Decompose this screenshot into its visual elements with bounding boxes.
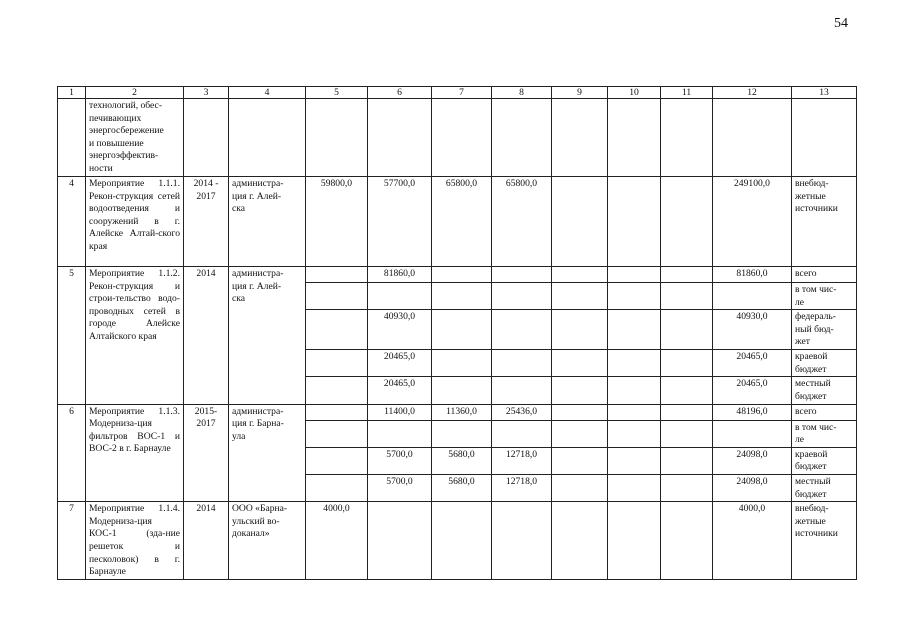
- period: 2015- 2017: [184, 404, 229, 502]
- executor: ООО «Барна- ульский во- доканал»: [229, 502, 306, 580]
- source-col-13: местный бюджет: [792, 474, 857, 501]
- value-col-6: [368, 502, 432, 580]
- source-col-13: федераль- ный бюд- жет: [792, 310, 857, 350]
- source-col-13: местный бюджет: [792, 377, 857, 404]
- source-col-13: внебюд- жетные источники: [792, 502, 857, 580]
- value-col-8: [492, 350, 552, 377]
- value-col-10: [608, 310, 661, 350]
- value-col-10: [608, 377, 661, 404]
- value-col-7: [432, 377, 492, 404]
- source-col-13: краевой бюджет: [792, 447, 857, 474]
- value-col-10: [608, 447, 661, 474]
- value-col-11: [661, 267, 713, 283]
- total-col-12: 40930,0: [713, 310, 792, 350]
- value-col-10: [608, 267, 661, 283]
- value-col-11: [661, 420, 713, 447]
- column-number: 6: [368, 87, 432, 99]
- value-col-8: [492, 420, 552, 447]
- budget-table: [57, 86, 857, 580]
- column-number-row: [58, 87, 857, 99]
- cell-empty: [306, 99, 368, 177]
- value-col-8: 65800,0: [492, 177, 552, 267]
- value-col-10: [608, 474, 661, 501]
- period: 2014: [184, 267, 229, 405]
- continuation-text: технологий, обес- печивающих энергосбережение и повышение энергоэффектив- ности: [86, 99, 184, 177]
- table-body: [58, 87, 857, 580]
- value-col-11: [661, 502, 713, 580]
- value-col-6: 20465,0: [368, 377, 432, 404]
- value-col-9: [552, 404, 608, 420]
- value-col-10: [608, 177, 661, 267]
- value-col-9: [552, 502, 608, 580]
- column-number: 7: [432, 87, 492, 99]
- cell-empty: [552, 99, 608, 177]
- value-col-6: 5700,0: [368, 474, 432, 501]
- value-col-6: 81860,0: [368, 267, 432, 283]
- cell-empty: [792, 99, 857, 177]
- column-number: 2: [86, 87, 184, 99]
- value-col-5: [306, 267, 368, 283]
- value-col-11: [661, 474, 713, 501]
- value-col-9: [552, 447, 608, 474]
- total-col-12: 48196,0: [713, 404, 792, 420]
- cell-empty: [58, 99, 86, 177]
- column-number: 12: [713, 87, 792, 99]
- column-number: 11: [661, 87, 713, 99]
- row-number: 7: [58, 502, 86, 580]
- value-col-10: [608, 283, 661, 310]
- value-col-7: 11360,0: [432, 404, 492, 420]
- value-col-9: [552, 267, 608, 283]
- cell-empty: [492, 99, 552, 177]
- column-number: 8: [492, 87, 552, 99]
- executor: администра- ция г. Барна- ула: [229, 404, 306, 502]
- value-col-7: 65800,0: [432, 177, 492, 267]
- value-col-5: [306, 447, 368, 474]
- period: 2014 - 2017: [184, 177, 229, 267]
- source-col-13: всего: [792, 267, 857, 283]
- source-col-13: в том чис- ле: [792, 420, 857, 447]
- period: 2014: [184, 502, 229, 580]
- value-col-11: [661, 283, 713, 310]
- executor: администра- ция г. Алей- ска: [229, 177, 306, 267]
- value-col-10: [608, 420, 661, 447]
- value-col-10: [608, 350, 661, 377]
- value-col-9: [552, 420, 608, 447]
- total-col-12: 20465,0: [713, 377, 792, 404]
- value-col-11: [661, 447, 713, 474]
- value-col-7: 5680,0: [432, 447, 492, 474]
- value-col-9: [552, 474, 608, 501]
- executor: администра- ция г. Алей- ска: [229, 267, 306, 405]
- value-col-11: [661, 350, 713, 377]
- cell-empty: [713, 99, 792, 177]
- measure-name: Мероприятие 1.1.2. Рекон-струкция и строи-тельство водо-проводных сетей в городе Алейске Алтайского края: [86, 267, 184, 405]
- source-col-13: внебюд- жетные источники: [792, 177, 857, 267]
- value-col-8: 12718,0: [492, 447, 552, 474]
- value-col-5: 4000,0: [306, 502, 368, 580]
- value-col-7: [432, 310, 492, 350]
- row-number: 5: [58, 267, 86, 405]
- cell-empty: [184, 99, 229, 177]
- value-col-7: [432, 420, 492, 447]
- total-col-12: 24098,0: [713, 447, 792, 474]
- value-col-9: [552, 377, 608, 404]
- value-col-5: [306, 474, 368, 501]
- value-col-7: [432, 502, 492, 580]
- cell-empty: [229, 99, 306, 177]
- measure-name: Мероприятие 1.1.1. Рекон-струкция сетей водоотведения и сооружений в г. Алейске Алтай-ского края: [86, 177, 184, 267]
- value-col-5: [306, 377, 368, 404]
- value-col-10: [608, 502, 661, 580]
- continuation-row: [58, 99, 857, 177]
- table-row: [58, 267, 857, 283]
- cell-empty: [661, 99, 713, 177]
- value-col-5: 59800,0: [306, 177, 368, 267]
- value-col-7: [432, 267, 492, 283]
- page-number: 54: [834, 16, 848, 31]
- table-row: [58, 404, 857, 420]
- row-number: 6: [58, 404, 86, 502]
- column-number: 5: [306, 87, 368, 99]
- value-col-7: [432, 350, 492, 377]
- value-col-9: [552, 310, 608, 350]
- total-col-12: 81860,0: [713, 267, 792, 283]
- value-col-8: 12718,0: [492, 474, 552, 501]
- value-col-11: [661, 404, 713, 420]
- value-col-9: [552, 283, 608, 310]
- column-number: 4: [229, 87, 306, 99]
- value-col-9: [552, 350, 608, 377]
- total-col-12: 20465,0: [713, 350, 792, 377]
- source-col-13: в том чис- ле: [792, 283, 857, 310]
- value-col-10: [608, 404, 661, 420]
- total-col-12: 24098,0: [713, 474, 792, 501]
- value-col-6: 5700,0: [368, 447, 432, 474]
- column-number: 9: [552, 87, 608, 99]
- value-col-6: 40930,0: [368, 310, 432, 350]
- cell-empty: [608, 99, 661, 177]
- value-col-6: 20465,0: [368, 350, 432, 377]
- table-row: [58, 502, 857, 580]
- total-col-12: 249100,0: [713, 177, 792, 267]
- cell-empty: [432, 99, 492, 177]
- total-col-12: [713, 420, 792, 447]
- value-col-7: 5680,0: [432, 474, 492, 501]
- value-col-7: [432, 283, 492, 310]
- value-col-8: [492, 267, 552, 283]
- total-col-12: [713, 283, 792, 310]
- measure-name: Мероприятие 1.1.3. Модерниза-ция фильтров ВОС-1 и ВОС-2 в г. Барнауле: [86, 404, 184, 502]
- total-col-12: 4000,0: [713, 502, 792, 580]
- source-col-13: всего: [792, 404, 857, 420]
- value-col-6: [368, 283, 432, 310]
- source-col-13: краевой бюджет: [792, 350, 857, 377]
- value-col-6: 57700,0: [368, 177, 432, 267]
- value-col-6: [368, 420, 432, 447]
- measure-name: Мероприятие 1.1.4. Модерниза-ция КОС-1 (зда-ние решеток и песколовок) в г. Барнауле: [86, 502, 184, 580]
- value-col-11: [661, 310, 713, 350]
- column-number: 1: [58, 87, 86, 99]
- table-row: [58, 177, 857, 267]
- value-col-5: [306, 310, 368, 350]
- cell-empty: [368, 99, 432, 177]
- value-col-8: 25436,0: [492, 404, 552, 420]
- column-number: 10: [608, 87, 661, 99]
- value-col-8: [492, 377, 552, 404]
- value-col-5: [306, 283, 368, 310]
- value-col-8: [492, 502, 552, 580]
- value-col-11: [661, 377, 713, 404]
- row-number: 4: [58, 177, 86, 267]
- value-col-8: [492, 310, 552, 350]
- value-col-8: [492, 283, 552, 310]
- value-col-5: [306, 350, 368, 377]
- value-col-5: [306, 404, 368, 420]
- value-col-9: [552, 177, 608, 267]
- column-number: 3: [184, 87, 229, 99]
- value-col-11: [661, 177, 713, 267]
- column-number: 13: [792, 87, 857, 99]
- value-col-5: [306, 420, 368, 447]
- value-col-6: 11400,0: [368, 404, 432, 420]
